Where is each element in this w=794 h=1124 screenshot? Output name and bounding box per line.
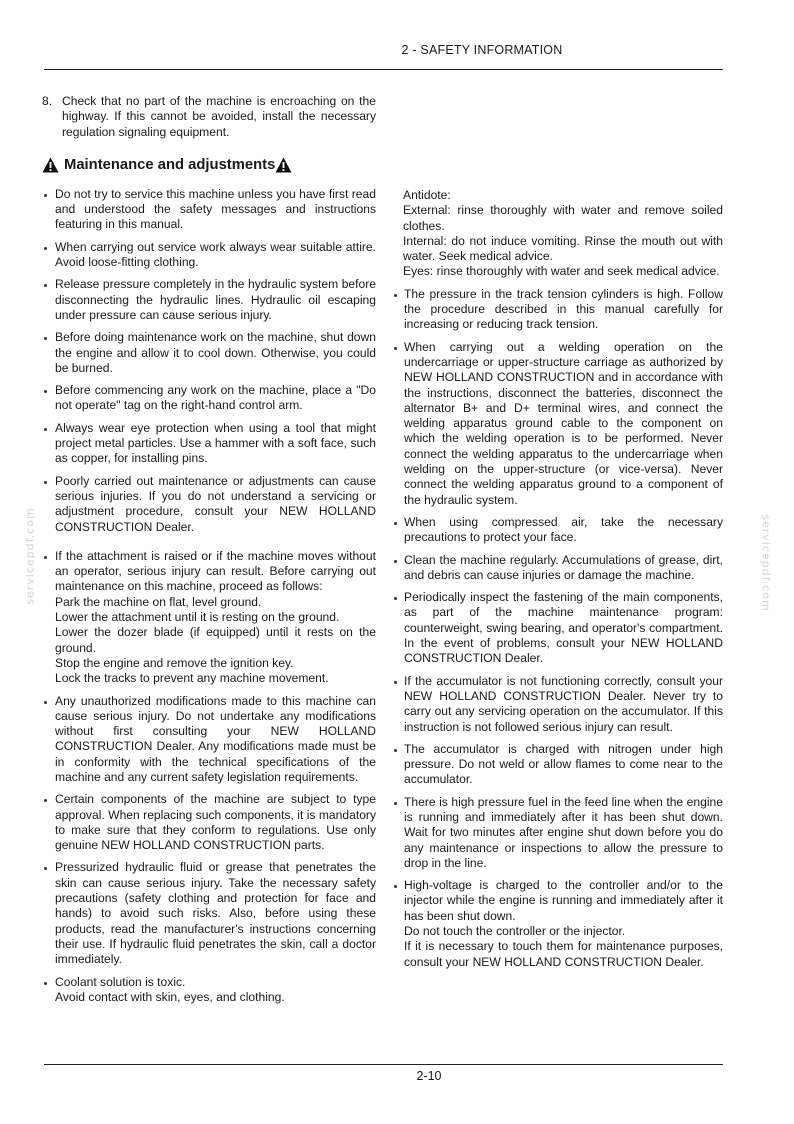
procedure-step: Park the machine on flat, level ground.: [55, 594, 262, 609]
list-item-text: If the attachment is raised or if the machine moves without an operator, serious injury can result. Before carrying out maintenance on this machine, proceed as follows:: [55, 548, 376, 594]
list-item: If the accumulator is not functioning correctly, consult your NEW HOLLAND CONSTRUCTION Dealer. Never try to carry out any servicing operation on the accumulator. If this instruction is not followed serious injury can result.: [392, 674, 723, 735]
section-title: Maintenance and adjustments: [64, 156, 276, 173]
page-number: 2-10: [416, 1069, 442, 1083]
antidote-block: [392, 188, 723, 280]
list-item-attachment: [42, 549, 376, 687]
list-item-subtext: Avoid contact with skin, eyes, and clothing.: [55, 989, 285, 1004]
list-item: Poorly carried out maintenance or adjustments can cause serious injuries. If you do not understand a servicing or adjustment procedure, consult your NEW HOLLAND CONSTRUCTION Dealer.: [42, 474, 376, 535]
list-item: Release pressure completely in the hydraulic system before disconnecting the hydraulic lines. Hydraulic oil escaping under pressure can cause serious injury.: [42, 277, 376, 323]
procedure-step: Stop the engine and remove the ignition key.: [55, 655, 294, 670]
list-item: When carrying out a welding operation on the undercarriage or upper-structure carriage as authorized by NEW HOLLAND CONSTRUCTION and in accordance with the instructions, disconnect the batteries, disconnect the alternator B+ and D+ terminal wires, and connect the welding apparatus ground cable to the component on which the welding operation is to be performed. Never connect the welding apparatus to the undercarriage when welding on the upper-structure (or vice-versa). Never connect the welding apparatus ground to a component of the hydraulic system.: [392, 340, 723, 508]
left-column: [42, 94, 376, 1012]
list-item-text: Coolant solution is toxic.: [55, 974, 186, 989]
list-item: Always wear eye protection when using a tool that might project metal particles. Use a hammer with a soft face, such as copper, for installing pins.: [42, 421, 376, 467]
list-item-subtext: Do not touch the controller or the injector.: [404, 924, 626, 939]
list-item: There is high pressure fuel in the feed line when the engine is running and immediately after it has been shut down. Wait for two minutes after engine shut down before you do any maintenance or inspections to allow the pressure to drop in the line.: [392, 795, 723, 871]
antidote-title: Antidote:: [403, 188, 451, 202]
list-item: Clean the machine regularly. Accumulations of grease, dirt, and debris can cause injuries or damage the machine.: [392, 553, 723, 584]
item-text: Check that no part of the machine is encroaching on the highway. If this cannot be avoided, install the necessary regulation signaling equipment.: [62, 94, 376, 139]
list-item: Periodically inspect the fastening of the main components, as part of the machine maintenance program: counterweight, swing bearing, and operator's compartment. In the event of problems, consult your NEW HOLLAND CONSTRUCTION Dealer.: [392, 590, 723, 666]
list-item-subtext: If it is necessary to touch them for maintenance purposes, consult your NEW HOLLAND CONSTRUCTION Dealer.: [404, 939, 723, 969]
list-item: Pressurized hydraulic fluid or grease that penetrates the skin can cause serious injury. Take the necessary safety precautions (safety clothing and protection for face and hands) to avoid such risks. Also, before using these products, read the manufacturer's instructions concerning their use. If hydraulic fluid penetrates the skin, call a doctor immediately.: [42, 860, 376, 967]
list-item: When using compressed air, take the necessary precautions to protect your face.: [392, 515, 723, 546]
list-item: Do not try to service this machine unless you have first read and understood the safety messages and instructions featuring in this manual.: [42, 187, 376, 233]
list-item: Before commencing any work on the machine, place a "Do not operate" tag on the right-hand control arm.: [42, 383, 376, 414]
list-item: Certain components of the machine are subject to type approval. When replacing such components, it is mandatory to make sure that they conform to regulations. Use only genuine NEW HOLLAND CONSTRUCTION parts.: [42, 792, 376, 853]
list-item: Before doing maintenance work on the machine, shut down the engine and allow it to cool down. Otherwise, you could be burned.: [42, 330, 376, 376]
footer-rule: [44, 1064, 723, 1065]
right-bullet-list: [392, 287, 723, 970]
list-item-text: High-voltage is charged to the controller and/or to the injector while the engine is running and immediately after it has been shut down.: [404, 878, 723, 923]
antidote-internal: Internal: do not induce vomiting. Rinse the mouth out with water. Seek medical advice.: [403, 233, 723, 264]
page-header-title: 2 - SAFETY INFORMATION: [401, 43, 563, 57]
list-item-high-voltage: [392, 878, 723, 970]
header-rule: [44, 69, 723, 70]
maintenance-bullet-list: [42, 187, 376, 1005]
list-item-coolant: [42, 975, 376, 1006]
item-number: 8.: [42, 94, 53, 108]
warning-triangle-icon: [275, 157, 292, 173]
right-column: [392, 188, 723, 977]
list-item: The accumulator is charged with nitrogen under high pressure. Do not weld or allow flames to come near to the accumulator.: [392, 742, 723, 788]
antidote-eyes: Eyes: rinse thoroughly with water and seek medical advice.: [403, 264, 720, 279]
procedure-step: Lower the attachment until it is resting on the ground.: [55, 610, 340, 625]
antidote-external: External: rinse thoroughly with water and remove soiled clothes.: [403, 203, 723, 233]
list-item: Any unauthorized modifications made to this machine can cause serious injury. Do not undertake any modifications without first consulting your NEW HOLLAND CONSTRUCTION Dealer. Any modifications made must be in conformity with the technical specifications of the machine and any current safety legislation requirements.: [42, 694, 376, 786]
numbered-item: [42, 94, 376, 140]
procedure-step: Lower the dozer blade (if equipped) until it rests on the ground.: [55, 625, 376, 655]
list-item: When carrying out service work always wear suitable attire. Avoid loose-fitting clothing.: [42, 240, 376, 271]
watermark-left: servicepdf.com: [23, 507, 37, 605]
watermark-right: servicepdf.com: [759, 514, 773, 612]
list-item: The pressure in the track tension cylinders is high. Follow the procedure described in this manual carefully for increasing or reducing track tension.: [392, 287, 723, 333]
procedure-step: Lock the tracks to prevent any machine movement.: [55, 671, 329, 686]
section-heading: [42, 156, 376, 174]
warning-triangle-icon: [42, 157, 59, 173]
